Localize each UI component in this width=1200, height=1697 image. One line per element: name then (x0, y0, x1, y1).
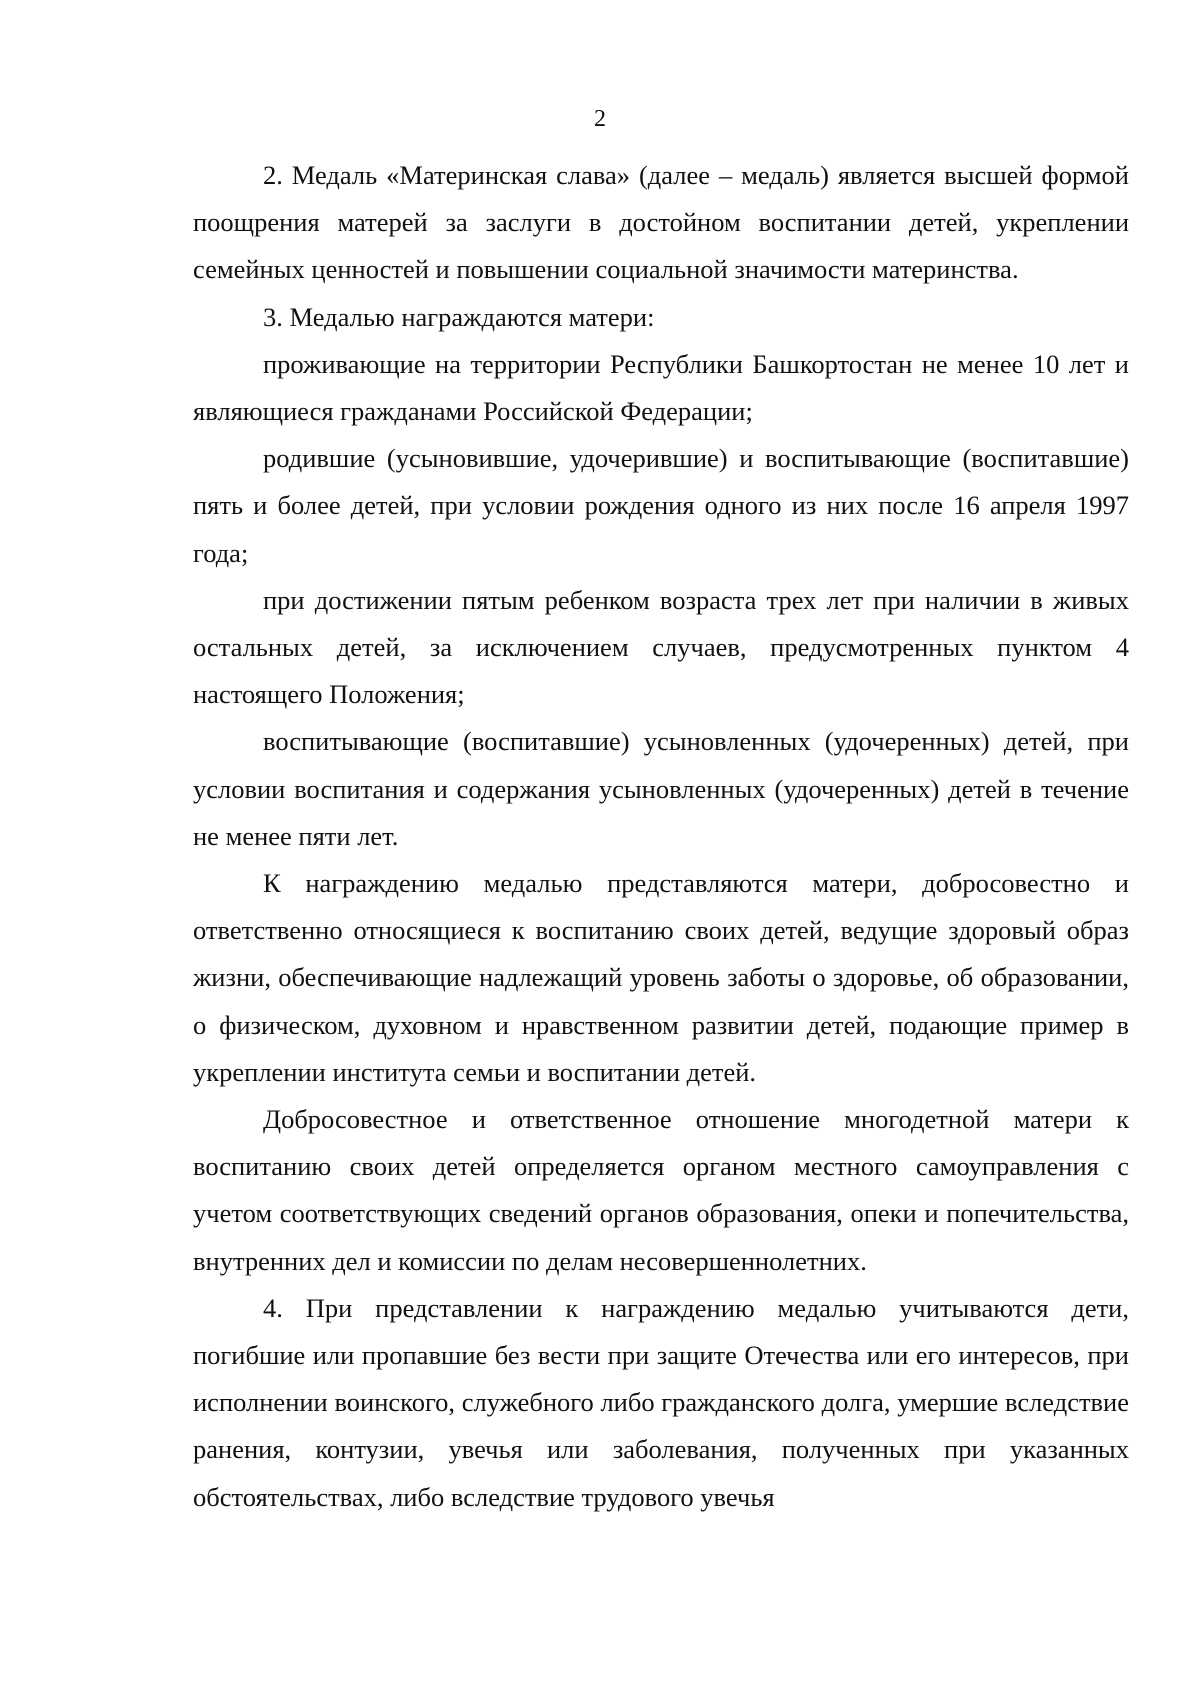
paragraph-children-count-condition: родившие (усыновившие, удочерившие) и воспитывающие (воспитавшие) пять и более детей, при условии рождения одного из них после 16 апреля 1997 года; (193, 443, 1129, 568)
document-body (193, 152, 1129, 1521)
paragraph-awarded-mothers-heading: 3. Медалью награждаются матери: (263, 301, 655, 332)
paragraph-adoption-condition: воспитывающие (воспитавшие) усыновленных (удочеренных) детей, при условии воспитания и содержания усыновленных (удочеренных) детей в течение не менее пяти лет. (193, 726, 1129, 851)
page-number: 2 (594, 106, 606, 132)
paragraph-assessment: Добросовестное и ответственное отношение многодетной матери к воспитанию своих детей определяется органом местного самоуправления с учетом соответствующих сведений органов образования, опеки и попечительства, внутренних дел и комиссии по делам несовершеннолетних. (193, 1104, 1129, 1276)
paragraph-age-condition: при достижении пятым ребенком возраста трех лет при наличии в живых остальных детей, за исключением случаев, предусмотренных пунктом 4 настоящего Положения; (193, 584, 1129, 710)
paragraph-residence-condition: проживающие на территории Республики Башкортостан не менее 10 лет и являющиеся гражданами Российской Федерации; (193, 348, 1129, 427)
paragraph-medal-definition: 2. Медаль «Материнская слава» (далее – медаль) является высшей формой поощрения матерей за заслуги в достойном воспитании детей, укреплении семейных ценностей и повышении социальной значимости материнства. (193, 160, 1129, 285)
paragraph-clause-4: 4. При представлении к награждению медалью учитываются дети, погибшие или пропавшие без вести при защите Отечества или его интересов, при исполнении воинского, служебного либо гражданского долга, умершие вследствие ранения, контузии, увечья или заболевания, полученных при указанных обстоятельствах, либо вследствие трудового увечья (193, 1292, 1129, 1512)
paragraph-nomination-criteria: К награждению медалью представляются матери, добросовестно и ответственно относящиеся к воспитанию своих детей, ведущие здоровый образ жизни, обеспечивающие надлежащий уровень заботы о здоровье, об образовании, о физическом, духовном и нравственном развитии детей, подающие пример в укреплении института семьи и воспитании детей. (193, 868, 1129, 1087)
